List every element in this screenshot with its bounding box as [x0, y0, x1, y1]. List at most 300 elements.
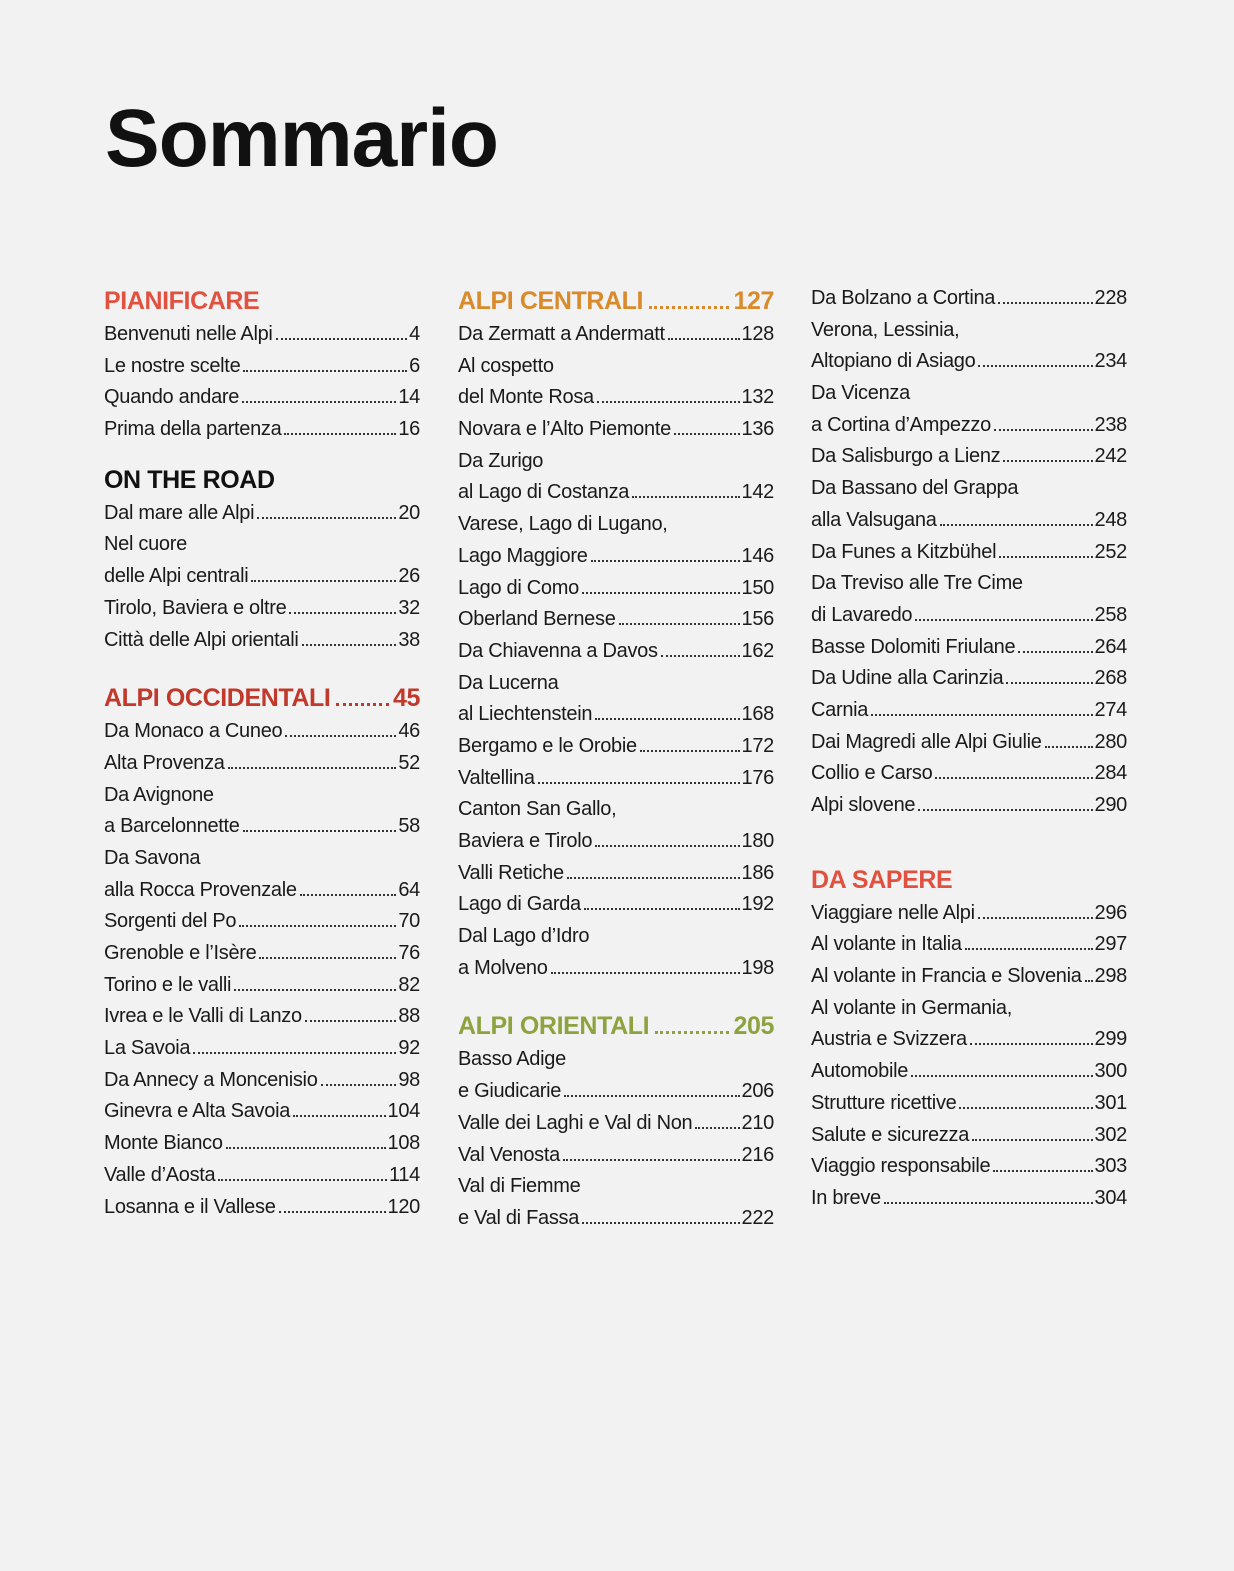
toc-entry[interactable] [104, 529, 420, 561]
toc-entry-label: al Liechtenstein [458, 703, 593, 726]
toc-entry-label: Prima della partenza [104, 418, 282, 441]
toc-entry-label: Da Vicenza [811, 382, 910, 405]
toc-entry-label: del Monte Rosa [458, 386, 594, 409]
leader-dots [959, 1107, 1092, 1109]
toc-entry[interactable] [811, 378, 1127, 410]
toc-entry-page-number: 198 [741, 956, 774, 979]
toc-entry[interactable] [811, 961, 1127, 993]
toc-entry[interactable] [104, 843, 420, 875]
leader-dots [871, 714, 1092, 716]
leader-dots [226, 1147, 386, 1149]
toc-entry[interactable] [458, 921, 774, 953]
toc-entry[interactable] [104, 716, 420, 748]
leader-dots [978, 365, 1092, 367]
toc-entry-page-number: 104 [387, 1100, 420, 1123]
toc-entry-page-number: 290 [1094, 794, 1127, 816]
toc-entry-page-number: 242 [1094, 445, 1127, 468]
toc-entry-label: e Giudicarie [458, 1080, 562, 1103]
toc-entry[interactable] [104, 1033, 420, 1065]
leader-dots [978, 917, 1093, 919]
leader-dots [640, 750, 740, 752]
section-title-label: ALPI CENTRALI [458, 287, 644, 315]
toc-entry[interactable] [458, 699, 774, 731]
toc-entry-page-number: 222 [741, 1206, 774, 1229]
section-title-alpi-occidentali[interactable] [104, 680, 420, 716]
leader-dots [591, 560, 740, 562]
toc-entry[interactable] [458, 509, 774, 541]
leader-dots [918, 809, 1092, 811]
toc-entry-label: Lago di Como [458, 576, 579, 599]
leader-dots [300, 894, 397, 896]
toc-entry-page-number: 216 [741, 1143, 774, 1166]
section-title-on-the-road[interactable] [104, 462, 420, 498]
toc-entry-label: Basse Dolomiti Friulane [811, 635, 1016, 658]
toc-entry-page-number: 300 [1094, 1060, 1127, 1083]
toc-entry-label: Valtellina [458, 766, 535, 789]
leader-dots [218, 1179, 387, 1181]
toc-entry[interactable] [104, 625, 420, 657]
toc-entry-page-number: 176 [741, 766, 774, 789]
toc-entry-page-number: 20 [398, 501, 420, 524]
toc-entry-label: Collio e Carso [811, 762, 933, 785]
toc-entry[interactable] [458, 794, 774, 826]
toc-entry[interactable] [104, 1065, 420, 1097]
toc-entry-page-number: 142 [741, 481, 774, 504]
toc-entry-label: Valle dei Laghi e Val di Non [458, 1111, 693, 1134]
section-title-label: DA SAPERE [811, 865, 953, 894]
leader-dots [661, 655, 740, 657]
leader-dots [582, 592, 740, 594]
toc-entry-label: Austria e Svizzera [811, 1028, 967, 1051]
leader-dots [649, 306, 729, 309]
toc-entry[interactable] [811, 993, 1127, 1025]
toc-entry[interactable] [458, 826, 774, 858]
toc-entry-page-number: 58 [398, 815, 420, 838]
leader-dots [276, 338, 408, 340]
section-title-label: PIANIFICARE [104, 287, 260, 315]
toc-entry[interactable] [458, 636, 774, 668]
toc-entry-label: Al volante in Germania, [811, 996, 1012, 1019]
toc-entry-page-number: 136 [741, 418, 774, 441]
toc-entry-label: Sorgenti del Po [104, 910, 237, 933]
toc-entry-page-number: 180 [741, 830, 774, 852]
toc-column-1 [104, 283, 420, 1223]
toc-entry[interactable] [811, 283, 1127, 315]
toc-entry[interactable] [811, 600, 1127, 632]
toc-entry-page-number: 299 [1094, 1028, 1127, 1051]
toc-entry-page-number: 52 [398, 751, 420, 774]
toc-entry[interactable] [458, 1203, 774, 1235]
toc-entry[interactable] [104, 498, 420, 530]
toc-entry[interactable] [458, 382, 774, 414]
leader-dots [193, 1052, 396, 1054]
toc-entry-label: Salute e sicurezza [811, 1123, 970, 1146]
toc-entry-label: Da Bolzano a Cortina [811, 287, 996, 309]
toc-entry-label: Dai Magredi alle Alpi Giulie [811, 730, 1042, 753]
toc-entry[interactable] [104, 1128, 420, 1160]
toc-entry[interactable] [458, 858, 774, 890]
leader-dots [584, 908, 740, 910]
leader-dots [228, 767, 397, 769]
toc-entry-label: Al cospetto [458, 354, 554, 377]
toc-entry[interactable] [458, 1108, 774, 1140]
toc-entry[interactable] [811, 505, 1127, 537]
section-title-label: ON THE ROAD [104, 465, 275, 494]
toc-entry-label: Ivrea e le Valli di Lanzo [104, 1005, 302, 1028]
leader-dots [970, 1043, 1093, 1045]
toc-entry-label: Basso Adige [458, 1048, 566, 1071]
leader-dots [1085, 980, 1093, 982]
leader-dots [993, 1170, 1092, 1172]
toc-entry[interactable] [104, 1096, 420, 1128]
toc-entry[interactable] [811, 1056, 1127, 1088]
toc-entry-page-number: 32 [398, 596, 420, 619]
leader-dots [551, 972, 740, 974]
toc-entry-label: a Barcelonnette [104, 815, 240, 838]
toc-entry-label: Da Bassano del Grappa [811, 477, 1019, 500]
leader-dots [538, 782, 740, 784]
leader-dots [257, 517, 396, 519]
toc-entry-label: Valle d’Aosta [104, 1163, 216, 1186]
leader-dots [935, 777, 1092, 779]
toc-entry-label: Da Funes a Kitzbühel [811, 540, 997, 563]
toc-entry-page-number: 108 [387, 1132, 420, 1155]
toc-entry-label: Da Avignone [104, 783, 214, 806]
toc-entry-page-number: 162 [741, 639, 774, 662]
toc-entry-label: Da Chiavenna a Davos [458, 639, 658, 662]
leader-dots [243, 370, 407, 372]
toc-list-alpi-orientali-cont [811, 283, 1127, 822]
toc-entry-label: Val Venosta [458, 1143, 560, 1166]
toc-entry-label: Oberland Bernese [458, 608, 616, 631]
toc-entry-label: Baviera e Tirolo [458, 830, 593, 852]
toc-column-2 [458, 283, 774, 1235]
toc-entry-page-number: 298 [1094, 965, 1127, 988]
toc-entry-page-number: 156 [741, 608, 774, 631]
toc-entry[interactable] [811, 790, 1127, 822]
leader-dots [915, 619, 1092, 621]
toc-entry[interactable] [458, 541, 774, 573]
toc-entry[interactable] [104, 1160, 420, 1192]
toc-entry-page-number: 98 [398, 1068, 420, 1091]
toc-entry[interactable] [811, 441, 1127, 473]
toc-entry[interactable] [811, 727, 1127, 759]
toc-entry-page-number: 38 [398, 628, 420, 651]
toc-entry-label: Monte Bianco [104, 1132, 223, 1155]
toc-entry-label: Tirolo, Baviera e oltre [104, 596, 287, 619]
toc-entry[interactable] [104, 561, 420, 593]
section-page-number: 45 [392, 684, 420, 713]
toc-entry-label: Da Salisburgo a Lienz [811, 445, 1001, 468]
leader-dots [595, 718, 739, 720]
toc-entry[interactable] [811, 568, 1127, 600]
toc-column-3 [811, 283, 1127, 1215]
leader-dots [972, 1139, 1092, 1141]
toc-entry-label: Alpi slovene [811, 794, 916, 816]
toc-entry[interactable] [104, 382, 420, 414]
toc-entry[interactable] [458, 414, 774, 446]
leader-dots [305, 1020, 397, 1022]
toc-entry-label: Automobile [811, 1060, 909, 1083]
toc-entry-label: Dal mare alle Alpi [104, 501, 255, 524]
toc-entry-label: Da Treviso alle Tre Cime [811, 572, 1023, 595]
toc-list-alpi-centrali [458, 319, 774, 984]
leader-dots [285, 735, 396, 737]
toc-entry-label: Alta Provenza [104, 751, 225, 774]
leader-dots [293, 1115, 385, 1117]
toc-entry-label: Da Lucerna [458, 671, 559, 694]
toc-list-alpi-occidentali [104, 716, 420, 1223]
toc-list-da-sapere [811, 898, 1127, 1215]
toc-entry[interactable] [104, 748, 420, 780]
leader-dots [259, 957, 396, 959]
toc-entry[interactable] [811, 929, 1127, 961]
toc-entry-label: al Lago di Costanza [458, 481, 630, 504]
toc-entry-page-number: 303 [1094, 1155, 1127, 1178]
leader-dots [655, 1031, 729, 1034]
toc-entry-label: Valli Retiche [458, 861, 564, 884]
toc-entry-page-number: 4 [409, 323, 420, 345]
toc-entry[interactable] [458, 319, 774, 351]
toc-entry-page-number: 268 [1094, 667, 1127, 690]
toc-entry-page-number: 302 [1094, 1123, 1127, 1146]
toc-entry-label: Da Zermatt a Andermatt [458, 323, 665, 345]
toc-entry-page-number: 76 [398, 942, 420, 964]
leader-dots [1018, 651, 1092, 653]
leader-dots [239, 925, 396, 927]
toc-entry[interactable] [104, 1001, 420, 1033]
toc-entry[interactable] [458, 668, 774, 700]
toc-entry-page-number: 304 [1094, 1186, 1127, 1209]
leader-dots [234, 989, 396, 991]
toc-entry-page-number: 6 [409, 354, 420, 377]
toc-entry[interactable] [458, 1140, 774, 1172]
toc-entry[interactable] [104, 875, 420, 907]
toc-entry-label: alla Rocca Provenzale [104, 878, 297, 901]
toc-entry[interactable] [104, 811, 420, 843]
toc-entry[interactable] [458, 446, 774, 478]
toc-entry-page-number: 238 [1094, 413, 1127, 436]
toc-entry-label: Val di Fiemme [458, 1175, 581, 1198]
toc-entry-page-number: 150 [741, 576, 774, 599]
toc-entry-page-number: 296 [1094, 901, 1127, 924]
toc-entry-label: Viaggio responsabile [811, 1155, 991, 1178]
toc-entry-page-number: 82 [398, 973, 420, 996]
toc-entry[interactable] [811, 537, 1127, 569]
leader-dots [302, 644, 397, 646]
toc-entry-label: Da Savona [104, 846, 201, 869]
toc-entry-page-number: 301 [1094, 1091, 1127, 1114]
leader-dots [242, 401, 396, 403]
toc-entry[interactable] [104, 780, 420, 812]
leader-dots [563, 1159, 740, 1161]
toc-entry-label: Strutture ricettive [811, 1091, 957, 1114]
toc-entry-label: alla Valsugana [811, 508, 937, 531]
toc-entry-page-number: 46 [398, 720, 420, 743]
toc-entry-page-number: 234 [1094, 350, 1127, 373]
toc-list-alpi-orientali [458, 1044, 774, 1234]
leader-dots [884, 1202, 1093, 1204]
toc-entry-page-number: 258 [1094, 603, 1127, 626]
toc-entry-label: Lago di Garda [458, 893, 581, 916]
toc-entry[interactable] [811, 1024, 1127, 1056]
leader-dots [619, 623, 740, 625]
toc-entry-page-number: 210 [741, 1111, 774, 1134]
toc-entry-label: Al volante in Italia [811, 933, 962, 956]
toc-entry-label: Carnia [811, 698, 869, 721]
toc-entry[interactable] [458, 953, 774, 985]
toc-entry[interactable] [458, 1171, 774, 1203]
toc-entry[interactable] [811, 1120, 1127, 1152]
toc-entry-label: Viaggiare nelle Alpi [811, 901, 975, 924]
leader-dots [999, 556, 1092, 558]
toc-entry-label: Ginevra e Alta Savoia [104, 1100, 291, 1123]
toc-entry-page-number: 132 [741, 386, 774, 409]
toc-entry[interactable] [811, 1183, 1127, 1215]
section-page-number: 127 [733, 287, 774, 315]
toc-entry-page-number: 264 [1094, 635, 1127, 658]
section-page-number: 205 [733, 1012, 774, 1041]
toc-entry-page-number: 206 [741, 1080, 774, 1103]
toc-entry[interactable] [811, 663, 1127, 695]
toc-entry-page-number: 70 [398, 910, 420, 933]
toc-entry-page-number: 228 [1094, 287, 1127, 309]
toc-entry-page-number: 64 [398, 878, 420, 901]
leader-dots [1045, 746, 1093, 748]
leader-dots [994, 429, 1093, 431]
toc-entry-label: Dal Lago d’Idro [458, 925, 590, 948]
leader-dots [336, 703, 389, 706]
leader-dots [695, 1127, 739, 1129]
toc-entry-page-number: 120 [387, 1195, 420, 1218]
toc-entry-page-number: 88 [398, 1005, 420, 1028]
toc-entry[interactable] [811, 1088, 1127, 1120]
toc-entry[interactable] [811, 898, 1127, 930]
toc-entry-label: Canton San Gallo, [458, 798, 617, 821]
leader-dots [567, 877, 740, 879]
leader-dots [289, 612, 396, 614]
toc-entry-page-number: 146 [741, 544, 774, 567]
leader-dots [1003, 460, 1092, 462]
section-title-alpi-orientali[interactable] [458, 1008, 774, 1044]
toc-entry[interactable] [104, 970, 420, 1002]
leader-dots [674, 433, 740, 435]
toc-entry-page-number: 186 [741, 861, 774, 884]
toc-entry-label: Varese, Lago di Lugano, [458, 513, 668, 536]
toc-entry-label: Da Monaco a Cuneo [104, 720, 283, 743]
leader-dots [940, 524, 1093, 526]
section-title-pianificare[interactable] [104, 283, 420, 319]
toc-entry[interactable] [458, 604, 774, 636]
toc-entry-page-number: 128 [741, 323, 774, 345]
toc-entry-label: a Cortina d’Ampezzo [811, 413, 991, 436]
section-title-label: ALPI OCCIDENTALI [104, 684, 331, 713]
toc-entry-page-number: 192 [741, 893, 774, 916]
toc-entry-page-number: 92 [398, 1037, 420, 1060]
leader-dots [279, 1211, 386, 1213]
section-title-label: ALPI ORIENTALI [458, 1012, 650, 1041]
toc-list-pianificare [104, 319, 420, 446]
toc-entry-label: Nel cuore [104, 533, 187, 556]
toc-entry[interactable] [458, 889, 774, 921]
toc-entry[interactable] [104, 351, 420, 383]
toc-entry-label: Da Udine alla Carinzia [811, 667, 1004, 690]
toc-entry[interactable] [811, 410, 1127, 442]
toc-entry-page-number: 168 [741, 703, 774, 726]
toc-entry[interactable] [458, 351, 774, 383]
toc-entry-page-number: 280 [1094, 730, 1127, 753]
leader-dots [582, 1222, 739, 1224]
toc-entry-page-number: 274 [1094, 698, 1127, 721]
toc-entry-page-number: 248 [1094, 508, 1127, 531]
leader-dots [1006, 682, 1092, 684]
toc-entry-label: Da Annecy a Moncenisio [104, 1068, 318, 1091]
toc-entry[interactable] [104, 319, 420, 351]
toc-entry[interactable] [811, 473, 1127, 505]
leader-dots [243, 830, 397, 832]
toc-entry-label: di Lavaredo [811, 603, 913, 626]
toc-entry[interactable] [811, 346, 1127, 378]
toc-entry-label: Novara e l’Alto Piemonte [458, 418, 671, 441]
toc-entry[interactable] [811, 1151, 1127, 1183]
toc-list-on-the-road [104, 498, 420, 656]
toc-entry[interactable] [811, 315, 1127, 347]
toc-entry-label: e Val di Fassa [458, 1206, 580, 1229]
toc-entry[interactable] [104, 938, 420, 970]
toc-entry[interactable] [458, 763, 774, 795]
leader-dots [911, 1075, 1092, 1077]
toc-entry-page-number: 14 [398, 386, 420, 409]
toc-entry-label: Al volante in Francia e Slovenia [811, 965, 1082, 988]
page-title: Sommario [105, 93, 498, 184]
toc-entry-label: Verona, Lessinia, [811, 318, 960, 341]
toc-entry-label: Quando andare [104, 386, 240, 409]
leader-dots [632, 496, 739, 498]
toc-entry[interactable] [458, 573, 774, 605]
toc-entry-label: Torino e le valli [104, 973, 232, 996]
toc-entry-label: Da Zurigo [458, 449, 544, 472]
leader-dots [564, 1095, 739, 1097]
toc-entry-label: Grenoble e l’Isère [104, 942, 257, 964]
leader-dots [597, 401, 740, 403]
toc-entry-page-number: 284 [1094, 762, 1127, 785]
toc-entry-label: Altopiano di Asiago [811, 350, 976, 373]
leader-dots [668, 338, 740, 340]
toc-entry[interactable] [458, 731, 774, 763]
leader-dots [321, 1084, 397, 1086]
toc-entry[interactable] [104, 593, 420, 625]
toc-entry-label: delle Alpi centrali [104, 565, 249, 588]
leader-dots [965, 948, 1093, 950]
toc-entry[interactable] [811, 695, 1127, 727]
toc-entry[interactable] [104, 414, 420, 446]
section-title-da-sapere[interactable] [811, 862, 1127, 898]
toc-entry[interactable] [811, 758, 1127, 790]
toc-entry[interactable] [811, 632, 1127, 664]
toc-entry[interactable] [458, 1044, 774, 1076]
toc-entry[interactable] [104, 906, 420, 938]
toc-entry[interactable] [104, 1192, 420, 1224]
section-title-alpi-centrali[interactable] [458, 283, 774, 319]
leader-dots [998, 302, 1092, 304]
toc-entry-page-number: 26 [398, 565, 420, 588]
toc-entry-page-number: 172 [741, 734, 774, 757]
leader-dots [595, 845, 739, 847]
toc-entry[interactable] [458, 477, 774, 509]
toc-entry[interactable] [458, 1076, 774, 1108]
toc-entry-label: a Molveno [458, 956, 548, 979]
toc-entry-label: La Savoia [104, 1037, 191, 1060]
